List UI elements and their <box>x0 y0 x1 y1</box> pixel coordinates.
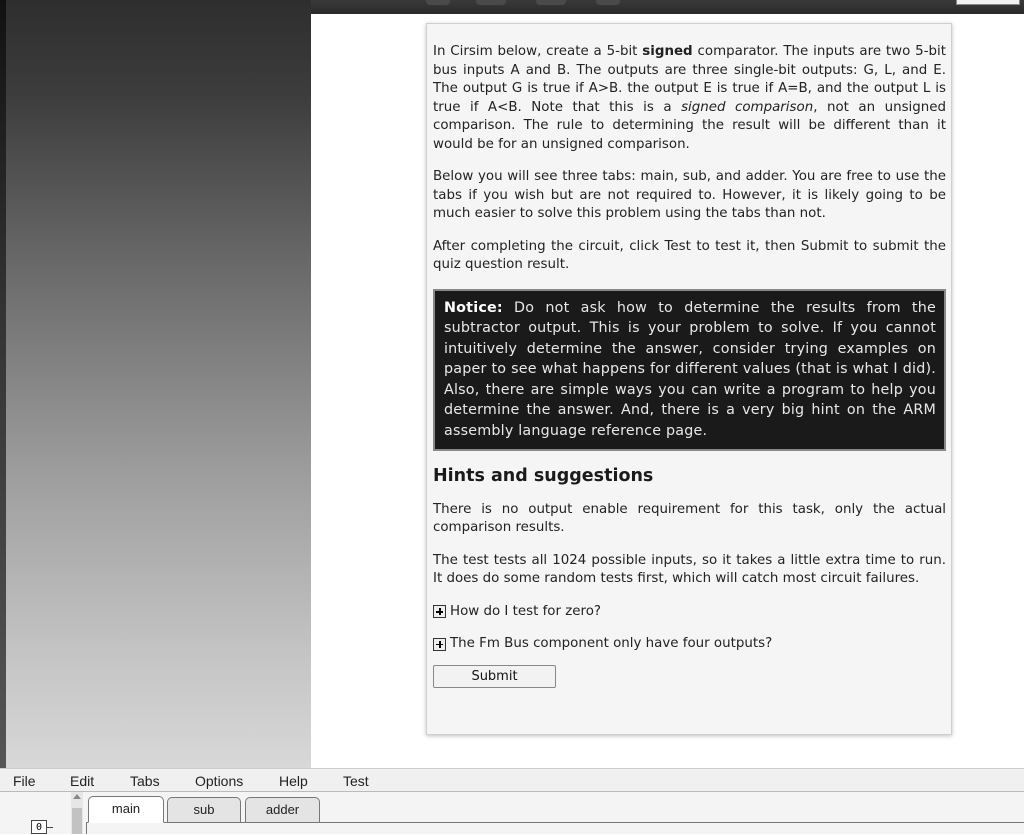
hints-heading: Hints and suggestions <box>433 466 654 486</box>
toolbar-icon[interactable] <box>596 0 620 5</box>
menu-edit[interactable]: Edit <box>70 773 95 789</box>
menu-tabs[interactable]: Tabs <box>130 773 160 789</box>
scroll-thumb[interactable] <box>72 808 82 834</box>
menu-help[interactable]: Help <box>279 773 308 789</box>
tab-baseline <box>87 822 1024 823</box>
notice-text: Do not ask how to determine the results from the subtractor output. This is your problem to solve. If you cannot intuitively determine the answer, consider trying examples on paper to see what happens for different values (that is what I did). Also, there are simple ways you can write a program to help you determine the answer. And, there is a very big hint on the ARM assembly language reference page. <box>444 299 936 439</box>
notice-box <box>433 289 946 452</box>
expand-label[interactable]: How do I test for zero? <box>450 603 602 619</box>
expand-test-zero[interactable] <box>433 603 946 622</box>
cirsim-menubar <box>0 768 1024 792</box>
plus-box-icon[interactable] <box>433 638 446 651</box>
question-card <box>426 23 952 735</box>
toolbar-icon[interactable] <box>476 0 506 5</box>
menu-options[interactable]: Options <box>195 773 244 789</box>
top-toolbar-strip <box>311 0 1024 14</box>
left-background-panel <box>0 0 311 768</box>
toolbar-icon[interactable] <box>536 0 566 5</box>
menu-file[interactable]: File <box>13 773 36 789</box>
question-body <box>433 43 946 688</box>
test-paragraph: After completing the circuit, click Test to test it, then Submit to submit the quiz question result. <box>433 238 946 272</box>
notice-label: Notice: <box>444 299 503 316</box>
tabs-paragraph: Below you will see three tabs: main, sub, and adder. You are free to use the tabs if you wish but are not required to. However, it is likely going to be much easier to solve this problem using the tabs than not. <box>433 169 946 221</box>
input-node-wire <box>47 827 53 828</box>
scroll-up-icon[interactable] <box>73 794 81 799</box>
intro-paragraph: In Cirsim below, create a 5-bit signed comparator. The inputs are two 5-bit bus inputs A and B. The outputs are three single-bit outputs: G, L, and E. The output G is true if A>B. the output E is true if A=B, and the output L is true if A<B. Note that this is a signed comparison, not an unsigned comparison. The rule to determining the result will be different than it would be for an unsigned comparison. <box>433 44 946 152</box>
toolbar-field[interactable] <box>956 0 1020 5</box>
tab-sub[interactable]: sub <box>167 797 241 822</box>
toolbar-icon[interactable] <box>426 0 450 5</box>
hint-test-info: The test tests all 1024 possible inputs, so it takes a little extra time to run. It does do some random tests first, which will catch most circuit failures. <box>433 552 946 586</box>
expand-label[interactable]: The Fm Bus component only have four outputs? <box>450 636 773 651</box>
hint-output-enable: There is no output enable requirement for this task, only the actual comparison results. <box>433 501 946 535</box>
tab-main[interactable]: main <box>88 796 164 823</box>
expand-fm-bus[interactable] <box>433 635 946 654</box>
left-edge-shadow <box>0 0 6 768</box>
submit-button[interactable]: Submit <box>433 665 556 688</box>
menu-test[interactable]: Test <box>343 773 369 789</box>
input-node[interactable]: 0 <box>31 820 47 834</box>
plus-box-icon[interactable] <box>433 605 446 618</box>
tab-adder[interactable]: adder <box>245 797 320 822</box>
tab-panel-border <box>86 822 87 834</box>
